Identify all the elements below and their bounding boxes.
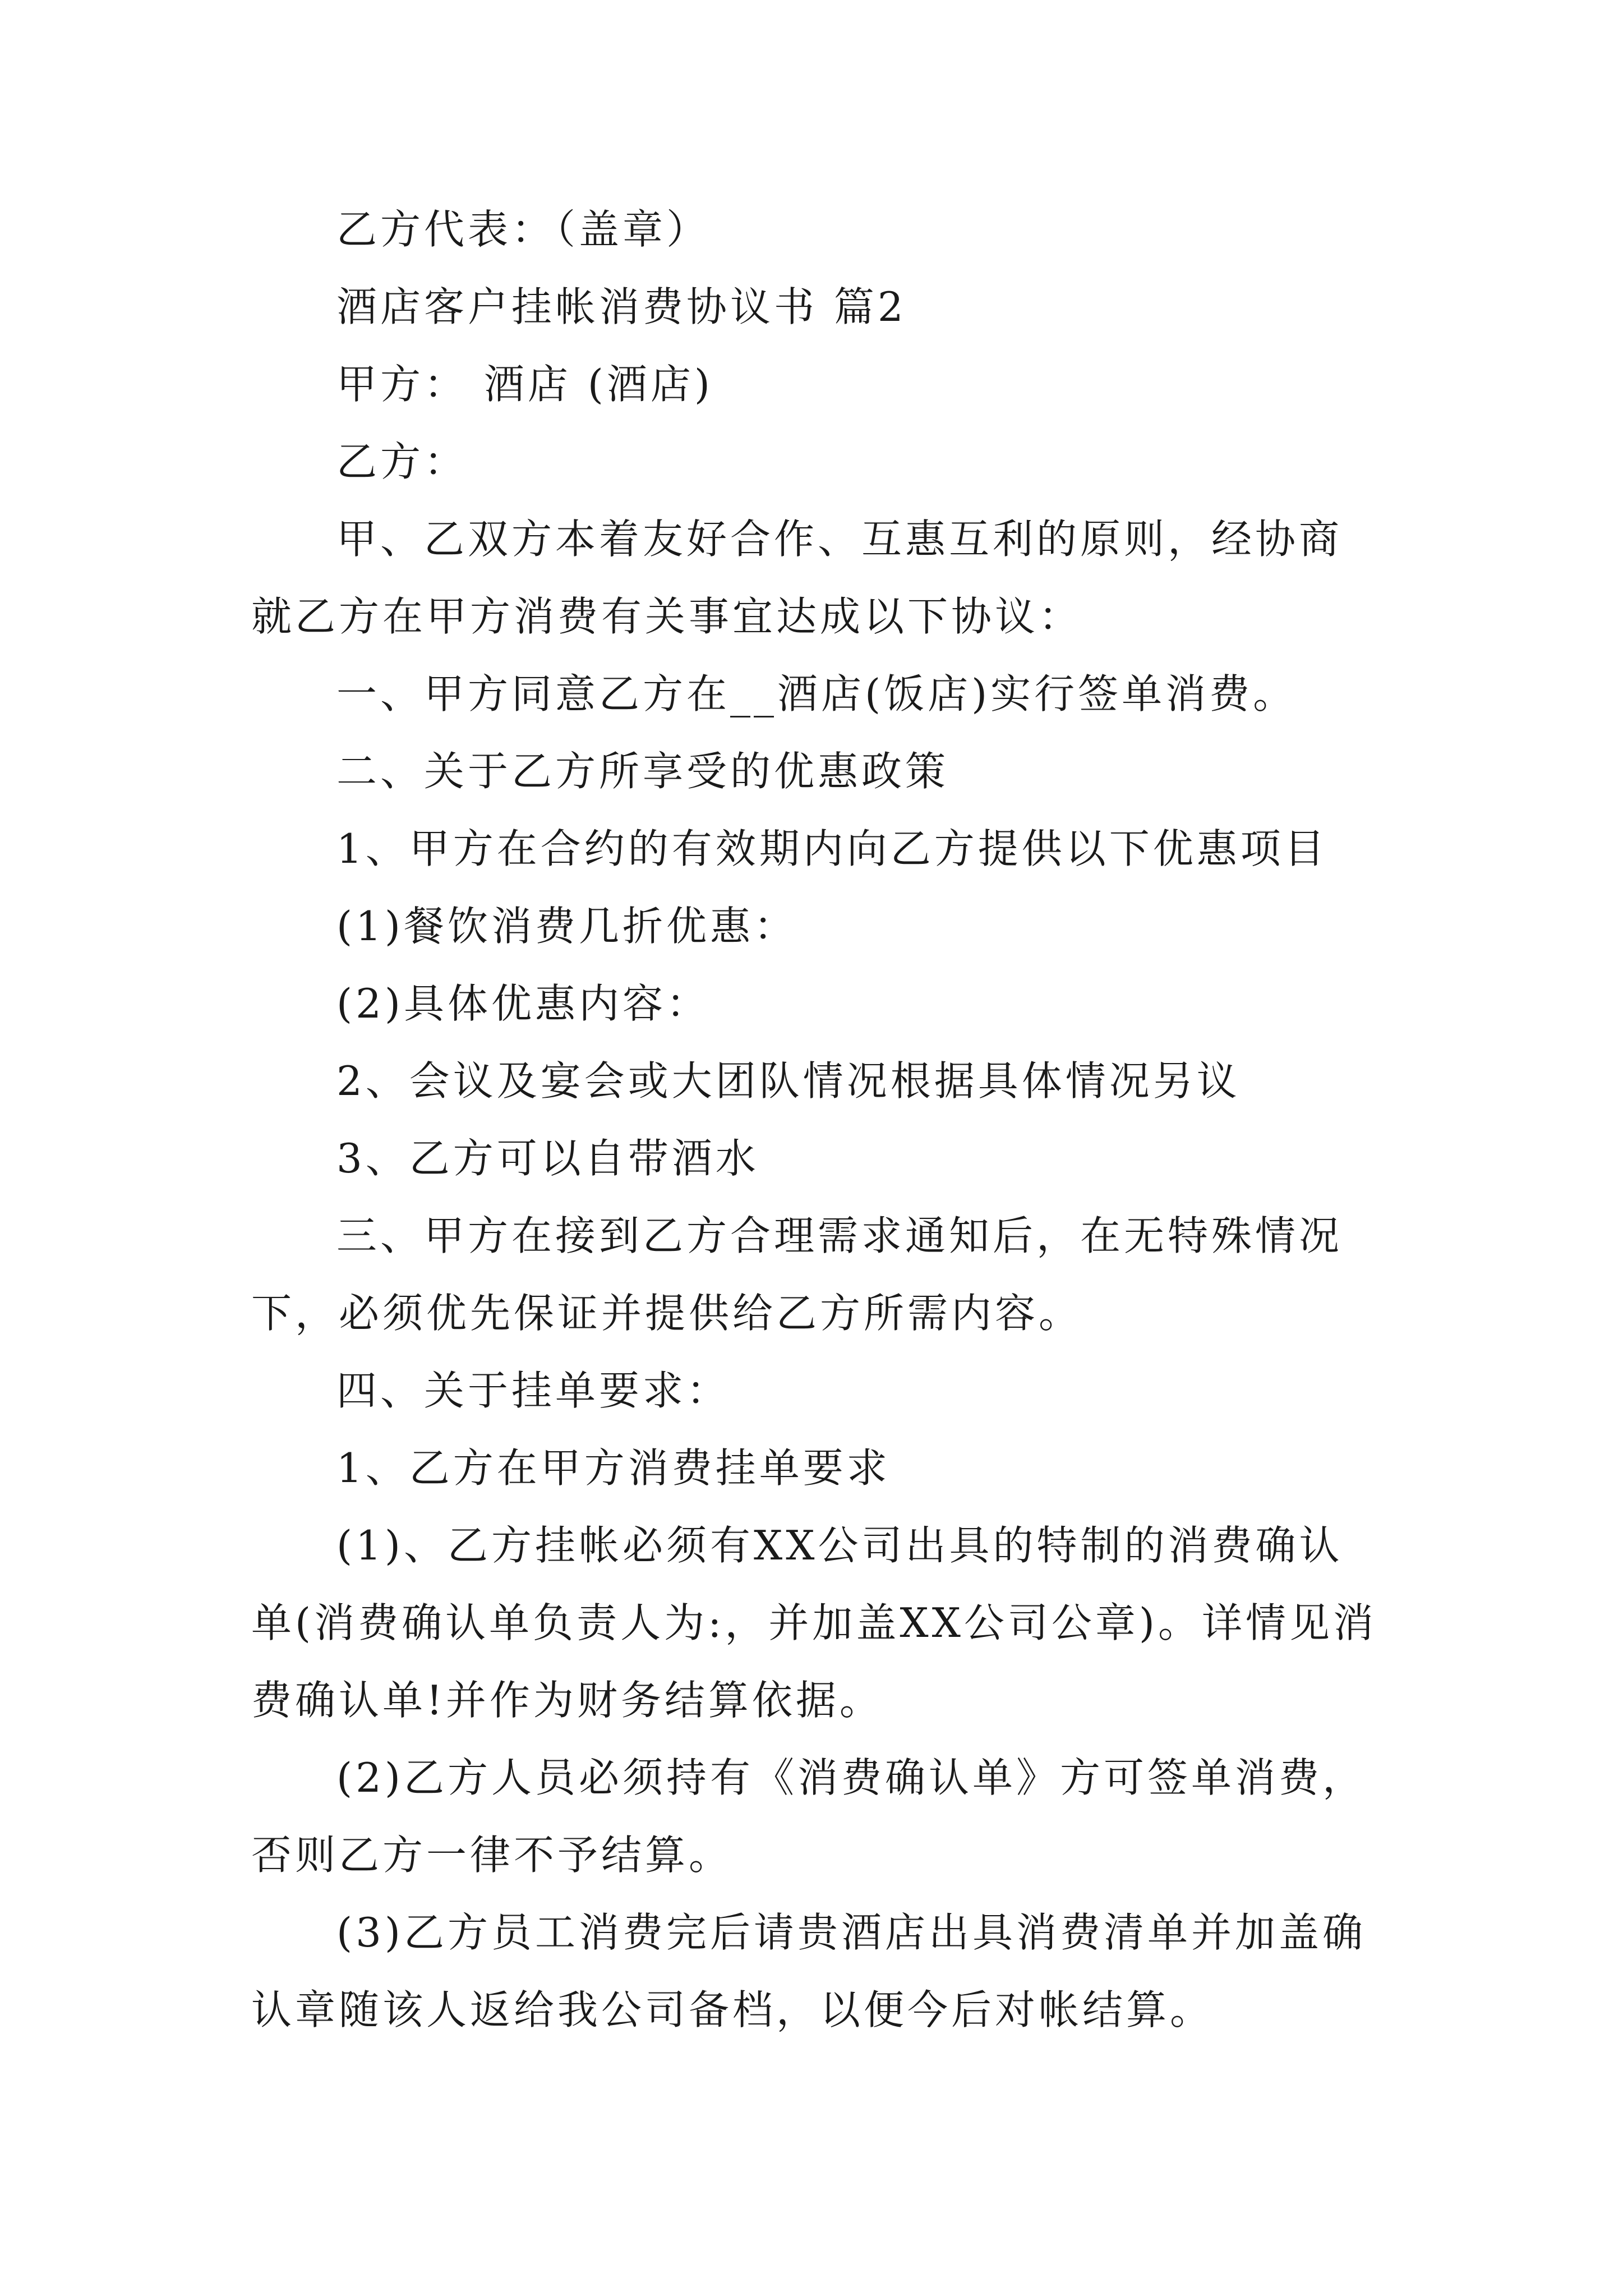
clause-4-item-1-sub-2: (2)乙方人员必须持有《消费确认单》方可签单消费，否则乙方一律不予结算。 <box>251 1754 1366 1879</box>
party-a-line: 甲方： 酒店 (酒店) <box>336 361 713 408</box>
clause-4-heading: 四、关于挂单要求： <box>336 1367 731 1414</box>
clause-2-item-1: 1、甲方在合约的有效期内向乙方提供以下优惠项目 <box>336 825 1328 872</box>
party-b-line: 乙方： <box>336 438 468 485</box>
clause-2-item-1-sub-1: (1)餐饮消费几折优惠： <box>336 903 797 950</box>
clause-2-item-3: 3、乙方可以自带酒水 <box>336 1135 759 1182</box>
clause-3: 三、甲方在接到乙方合理需求通知后，在无特殊情况下，必须优先保证并提供给乙方所需内容。 <box>251 1212 1343 1337</box>
clause-4-item-1-sub-3: (3)乙方员工消费完后请贵酒店出具消费清单并加盖确认章随该人返给我公司备档，以便今后对帐结算。 <box>251 1909 1366 2033</box>
clause-2-item-1-sub-2: (2)具体优惠内容： <box>336 980 710 1027</box>
party-b-representative-line: 乙方代表：（盖章） <box>336 206 711 253</box>
agreement-title: 酒店客户挂帐消费协议书 篇2 <box>336 283 907 330</box>
clause-4-item-1: 1、乙方在甲方消费挂单要求 <box>336 1444 891 1492</box>
clause-2-heading: 二、关于乙方所享受的优惠政策 <box>336 748 949 795</box>
clause-1: 一、甲方同意乙方在__酒店(饭店)实行签单消费。 <box>336 670 1297 717</box>
clause-2-item-2: 2、会议及宴会或大团队情况根据具体情况另议 <box>336 1057 1241 1105</box>
document-body <box>251 191 1378 2049</box>
preamble-paragraph: 甲、乙双方本着友好合作、互惠互利的原则，经协商就乙方在甲方消费有关事宜达成以下协议： <box>251 516 1343 640</box>
clause-4-item-1-sub-1: (1)、乙方挂帐必须有XX公司出具的特制的消费确认单(消费确认单负责人为:，并加盖XX公司公章)。详情见消费确认单!并作为财务结算依据。 <box>251 1522 1377 1724</box>
